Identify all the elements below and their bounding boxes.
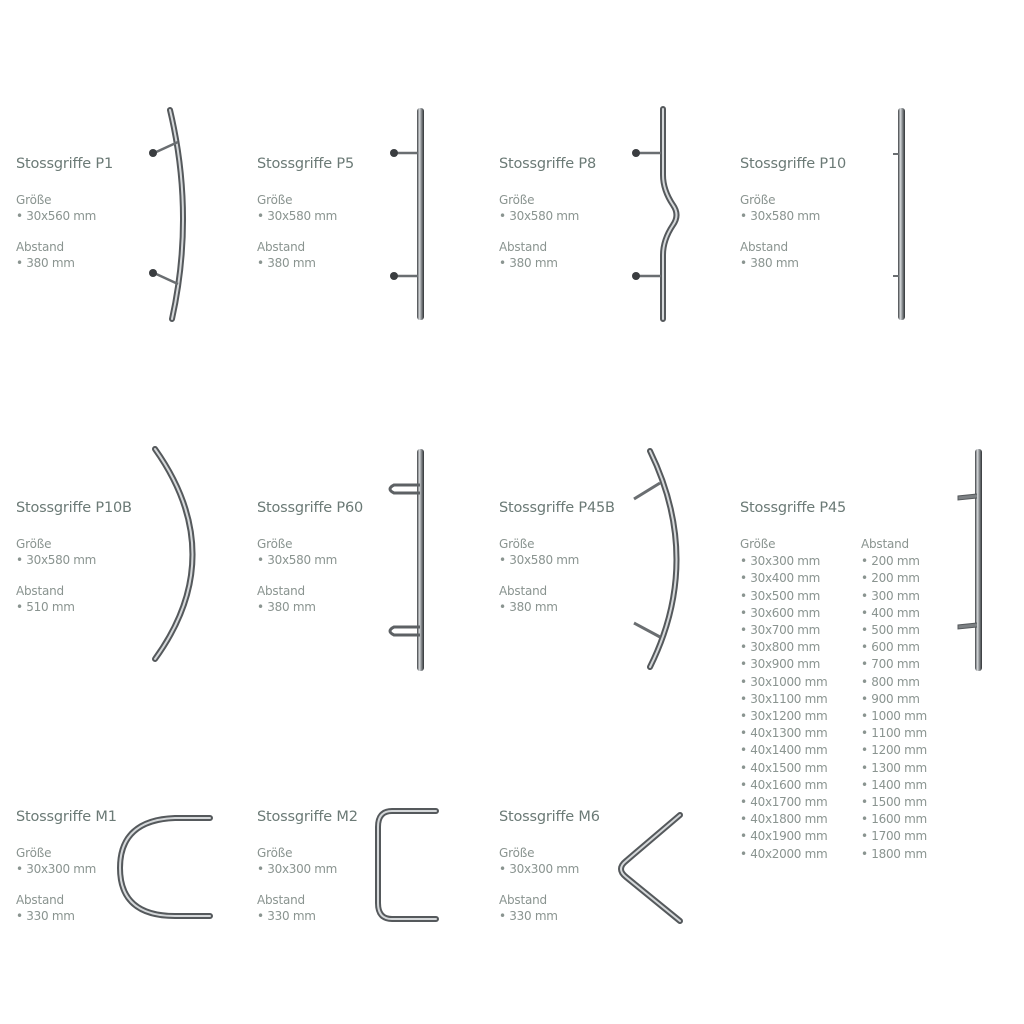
p45-size-value: • 40x1500 mm <box>740 760 827 777</box>
p45-size-value: • 30x800 mm <box>740 639 827 656</box>
size-value: • 30x580 mm <box>257 553 363 567</box>
p45-size-value: • 40x1600 mm <box>740 777 827 794</box>
p45-distance-value: • 1700 mm <box>861 828 927 845</box>
handle-p10b-icon <box>145 445 205 665</box>
p45-size-value: • 40x1700 mm <box>740 794 827 811</box>
size-label: Größe <box>16 537 52 551</box>
product-title: Stossgriffe M1 <box>16 809 117 825</box>
handle-m2-icon <box>370 803 445 928</box>
distance-label: Abstand <box>257 584 305 598</box>
handle-p60-icon <box>380 445 435 675</box>
p45-size-value: • 30x1100 mm <box>740 691 827 708</box>
size-label: Größe <box>499 846 535 860</box>
product-title: Stossgriffe P45 <box>740 500 846 516</box>
size-value: • 30x580 mm <box>740 209 846 223</box>
distance-label: Abstand <box>257 893 305 907</box>
distance-value: • 380 mm <box>257 256 354 270</box>
distance-label: Abstand <box>16 584 64 598</box>
size-label: Größe <box>499 193 535 207</box>
p45-size-value: • 30x900 mm <box>740 656 827 673</box>
p45-distance-value: • 200 mm <box>861 553 927 570</box>
size-label: Größe <box>257 846 293 860</box>
size-value: • 30x580 mm <box>499 209 596 223</box>
handle-p5-icon <box>385 105 435 325</box>
product-title: Stossgriffe M6 <box>499 809 600 825</box>
p45-size-value: • 30x500 mm <box>740 588 827 605</box>
product-p5 <box>257 156 354 270</box>
distance-value: • 380 mm <box>16 256 113 270</box>
p45-distance-value: • 1100 mm <box>861 725 927 742</box>
p45-distance-value: • 1600 mm <box>861 811 927 828</box>
p45-size-value: • 40x2000 mm <box>740 846 827 863</box>
size-value: • 30x300 mm <box>16 862 117 876</box>
p45-distance-value: • 700 mm <box>861 656 927 673</box>
distance-label: Abstand <box>499 240 547 254</box>
p45-distance-value: • 300 mm <box>861 588 927 605</box>
size-label: Größe <box>257 537 293 551</box>
product-p45b <box>499 500 615 614</box>
size-label: Größe <box>740 193 776 207</box>
distance-value: • 330 mm <box>499 909 600 923</box>
p45-distance-value: • 1800 mm <box>861 846 927 863</box>
product-title: Stossgriffe P1 <box>16 156 113 172</box>
distance-value: • 380 mm <box>740 256 846 270</box>
p45-distance-value: • 900 mm <box>861 691 927 708</box>
p45-size-column <box>740 536 827 863</box>
product-title: Stossgriffe P8 <box>499 156 596 172</box>
distance-label: Abstand <box>257 240 305 254</box>
p45-size-value: • 40x1400 mm <box>740 742 827 759</box>
p45-size-value: • 30x300 mm <box>740 553 827 570</box>
distance-label: Abstand <box>861 537 909 551</box>
distance-value: • 510 mm <box>16 600 132 614</box>
product-title: Stossgriffe P10 <box>740 156 846 172</box>
size-value: • 30x560 mm <box>16 209 113 223</box>
size-value: • 30x580 mm <box>257 209 354 223</box>
p45-distance-value: • 400 mm <box>861 605 927 622</box>
distance-value: • 380 mm <box>499 256 596 270</box>
size-value: • 30x580 mm <box>499 553 615 567</box>
product-p45 <box>740 500 846 516</box>
product-m2 <box>257 809 358 923</box>
product-m6 <box>499 809 600 923</box>
size-label: Größe <box>16 846 52 860</box>
distance-label: Abstand <box>499 584 547 598</box>
p45-distance-column <box>861 536 927 863</box>
p45-distance-value: • 1200 mm <box>861 742 927 759</box>
product-title: Stossgriffe P45B <box>499 500 615 516</box>
product-title: Stossgriffe P5 <box>257 156 354 172</box>
distance-value: • 380 mm <box>499 600 615 614</box>
p45-distance-value: • 600 mm <box>861 639 927 656</box>
p45-size-value: • 30x1000 mm <box>740 674 827 691</box>
handle-m1-icon <box>115 808 220 928</box>
size-label: Größe <box>257 193 293 207</box>
product-title: Stossgriffe P60 <box>257 500 363 516</box>
distance-label: Abstand <box>740 240 788 254</box>
handle-p1-icon <box>140 105 200 325</box>
size-value: • 30x300 mm <box>499 862 600 876</box>
p45-size-value: • 40x1900 mm <box>740 828 827 845</box>
product-p60 <box>257 500 363 614</box>
p45-distance-value: • 1000 mm <box>861 708 927 725</box>
p45-distance-value: • 1500 mm <box>861 794 927 811</box>
size-value: • 30x300 mm <box>257 862 358 876</box>
p45-size-value: • 30x600 mm <box>740 605 827 622</box>
product-p10 <box>740 156 846 270</box>
handle-p8-icon <box>628 105 688 325</box>
distance-label: Abstand <box>16 893 64 907</box>
product-title: Stossgriffe M2 <box>257 809 358 825</box>
p45-size-value: • 30x400 mm <box>740 570 827 587</box>
distance-label: Abstand <box>499 893 547 907</box>
p45-distance-value: • 500 mm <box>861 622 927 639</box>
p45-size-value: • 40x1800 mm <box>740 811 827 828</box>
p45-distance-value: • 800 mm <box>861 674 927 691</box>
product-title: Stossgriffe P10B <box>16 500 132 516</box>
size-value: • 30x580 mm <box>16 553 132 567</box>
product-p8 <box>499 156 596 270</box>
p45-size-value: • 30x1200 mm <box>740 708 827 725</box>
p45-distance-value: • 1400 mm <box>861 777 927 794</box>
handle-p45b-icon <box>628 445 698 675</box>
size-label: Größe <box>740 537 776 551</box>
p45-distance-value: • 1300 mm <box>861 760 927 777</box>
p45-size-value: • 40x1300 mm <box>740 725 827 742</box>
distance-value: • 380 mm <box>257 600 363 614</box>
distance-value: • 330 mm <box>16 909 117 923</box>
p45-distance-value: • 200 mm <box>861 570 927 587</box>
size-label: Größe <box>499 537 535 551</box>
handle-p45-icon <box>950 445 990 675</box>
size-label: Größe <box>16 193 52 207</box>
product-m1 <box>16 809 117 923</box>
p45-size-value: • 30x700 mm <box>740 622 827 639</box>
product-p1 <box>16 156 113 270</box>
handle-m6-icon <box>612 805 692 930</box>
distance-value: • 330 mm <box>257 909 358 923</box>
handle-p10-icon <box>888 105 918 325</box>
product-p10b <box>16 500 132 614</box>
distance-label: Abstand <box>16 240 64 254</box>
